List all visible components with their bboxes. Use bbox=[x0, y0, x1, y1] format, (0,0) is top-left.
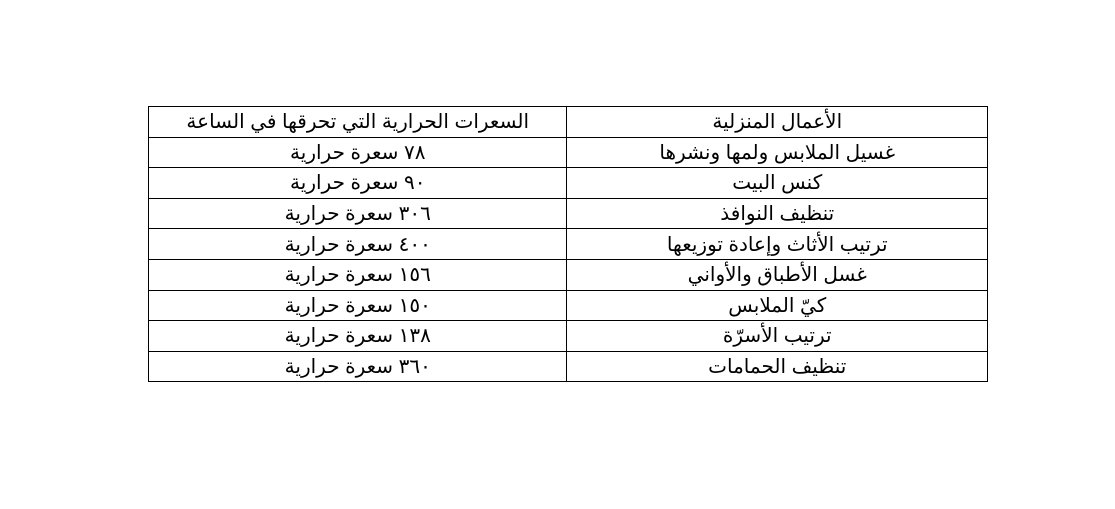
cell-calories: ١٣٨ سعرة حرارية bbox=[149, 321, 567, 352]
cell-task: غسيل الملابس ولمها ونشرها bbox=[567, 137, 988, 168]
cell-task: تنظيف النوافذ bbox=[567, 198, 988, 229]
header-task: الأعمال المنزلية bbox=[567, 107, 988, 138]
calories-table bbox=[148, 106, 988, 382]
cell-calories: ٣٦٠ سعرة حرارية bbox=[149, 351, 567, 382]
cell-task: تنظيف الحمامات bbox=[567, 351, 988, 382]
header-calories: السعرات الحرارية التي تحرقها في الساعة bbox=[149, 107, 567, 138]
table-row bbox=[149, 137, 988, 168]
cell-calories: ١٥٦ سعرة حرارية bbox=[149, 259, 567, 290]
cell-calories: ٩٠ سعرة حرارية bbox=[149, 168, 567, 199]
table-row bbox=[149, 198, 988, 229]
table-row bbox=[149, 290, 988, 321]
table-row bbox=[149, 168, 988, 199]
cell-calories: ٤٠٠ سعرة حرارية bbox=[149, 229, 567, 260]
table-row bbox=[149, 321, 988, 352]
cell-task: ترتيب الأسرّة bbox=[567, 321, 988, 352]
cell-calories: ١٥٠ سعرة حرارية bbox=[149, 290, 567, 321]
cell-calories: ٧٨ سعرة حرارية bbox=[149, 137, 567, 168]
cell-task: ترتيب الأثاث وإعادة توزيعها bbox=[567, 229, 988, 260]
table-header-row bbox=[149, 107, 988, 138]
table-row bbox=[149, 229, 988, 260]
table-row bbox=[149, 351, 988, 382]
table-row bbox=[149, 259, 988, 290]
cell-task: كيّ الملابس bbox=[567, 290, 988, 321]
cell-task: غسل الأطباق والأواني bbox=[567, 259, 988, 290]
cell-calories: ٣٠٦ سعرة حرارية bbox=[149, 198, 567, 229]
cell-task: كنس البيت bbox=[567, 168, 988, 199]
